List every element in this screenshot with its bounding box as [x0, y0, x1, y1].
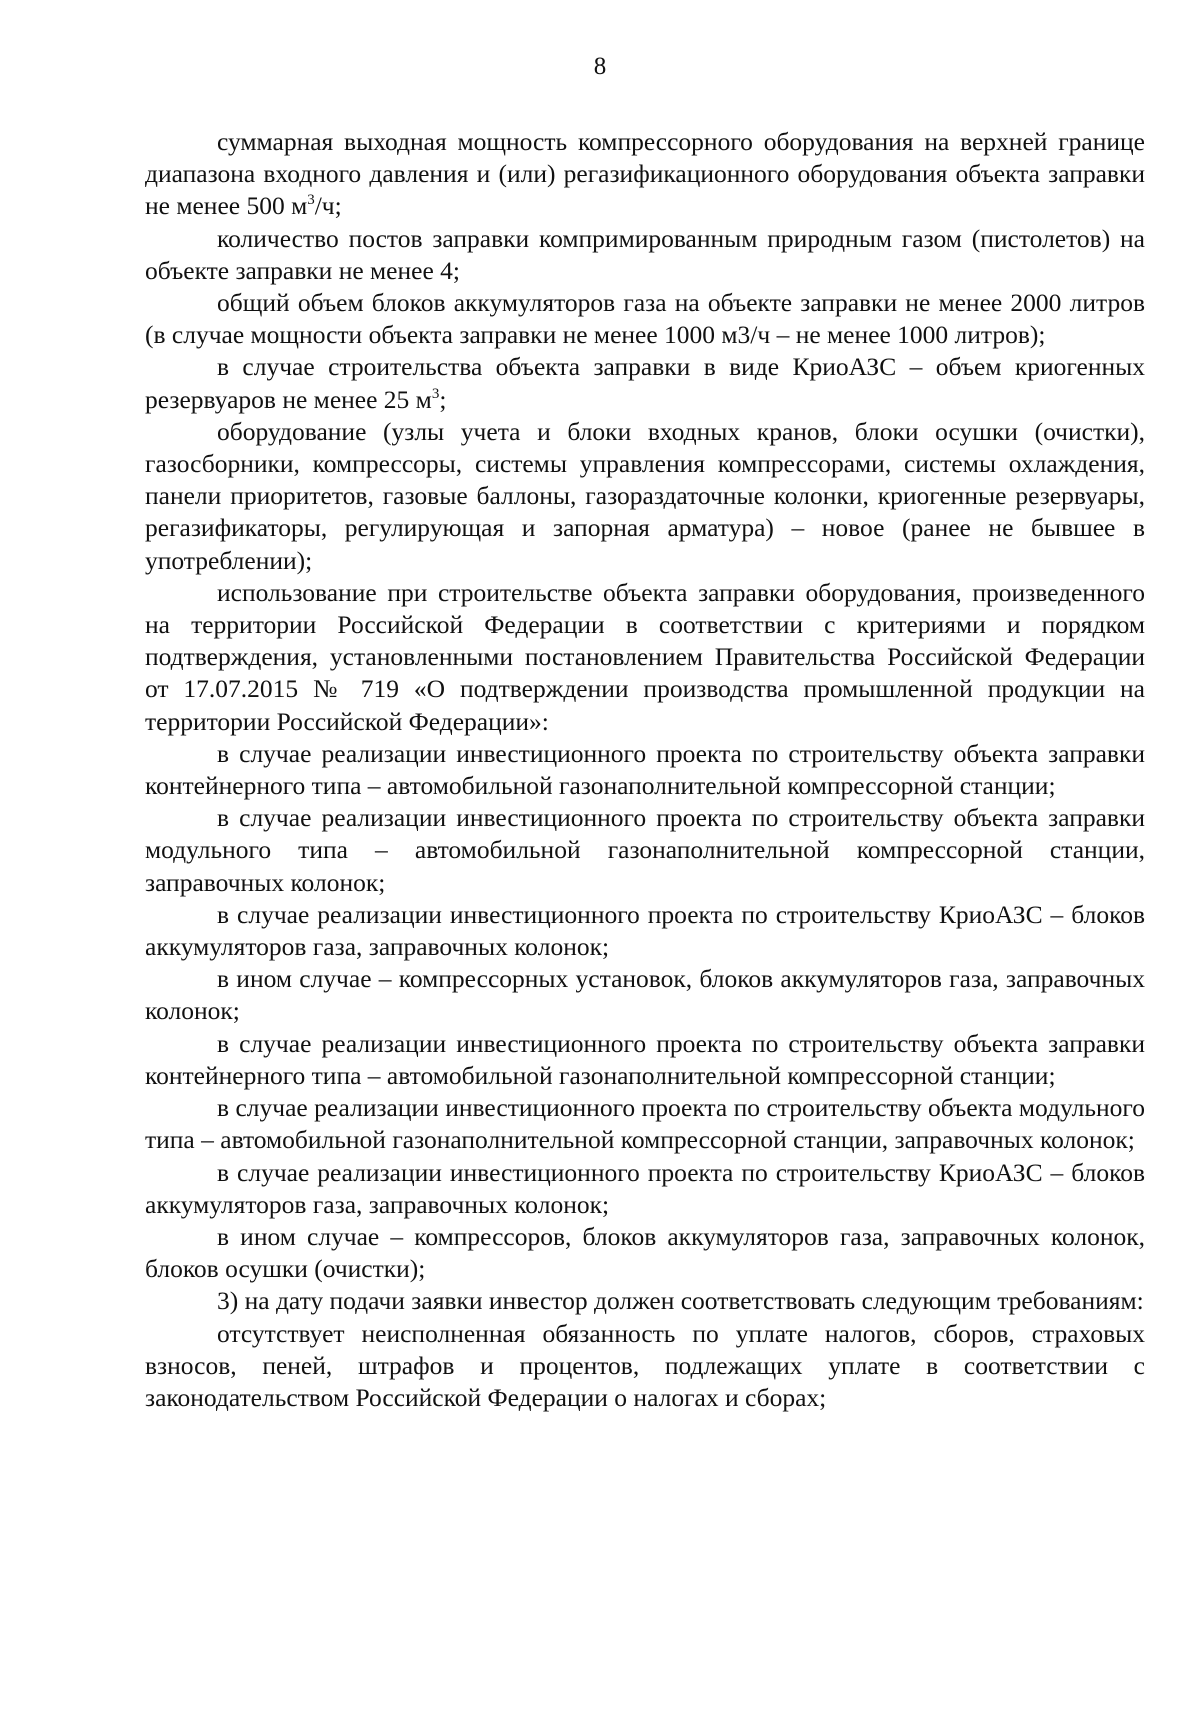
paragraph-compressor-capacity	[145, 126, 1145, 223]
page-number: 8	[593, 53, 607, 80]
paragraph-investor-requirements: 3) на дату подачи заявки инвестор должен соответствовать следующим требованиям:	[217, 1286, 1144, 1316]
paragraph-text-tail: /ч;	[314, 191, 342, 221]
paragraph-cryo-station-1: в случае реализации инвестиционного проекта по строительству КриоАЗС – блоков аккумуляторов газа, заправочных колонок;	[145, 899, 1145, 962]
paragraph-modular-type-1: в случае реализации инвестиционного проекта по строительству объекта заправки модульного типа – автомобильной газонаполнительной компрессорной станции, заправочных колонок;	[145, 803, 1145, 897]
paragraph-container-type-1: в случае реализации инвестиционного проекта по строительству объекта заправки контейнерного типа – автомобильной газонаполнительной компрессорной станции;	[145, 738, 1145, 801]
paragraph-text: в случае строительства объекта заправки в виде КриоАЗС – объем криогенных резервуаров не менее 25 м	[145, 352, 1145, 414]
paragraph-container-type-2: в случае реализации инвестиционного проекта по строительству объекта заправки контейнерного типа – автомобильной газонаполнительной компрессорной станции;	[145, 1028, 1145, 1090]
paragraph-domestic-equipment: использование при строительстве объекта заправки оборудования, произведенного на территории Российской Федерации в соответствии с критериями и порядком подтверждения, установленными постановлением Правительства Российской Федерации от 17.07.2015 № 719 «О подтверждении производства промышленной продукции на территории Российской Федерации»:	[145, 577, 1145, 736]
paragraph-accumulator-volume: общий объем блоков аккумуляторов газа на объекте заправки не менее 2000 литров (в случае мощности объекта заправки не менее 1000 м3/ч – не менее 1000 литров);	[145, 288, 1145, 350]
paragraph-other-case-2: в ином случае – компрессоров, блоков аккумуляторов газа, заправочных колонок, блоков осушки (очистки);	[145, 1221, 1145, 1284]
paragraph-text: суммарная выходная мощность компрессорного оборудования на верхней границе диапазона входного давления и (или) регазификационного оборудования объекта заправки не менее 500 м	[145, 127, 1145, 221]
paragraph-modular-type-2: в случае реализации инвестиционного проекта по строительству объекта модульного типа – автомобильной газонаполнительной компрессорной станции, заправочных колонок;	[145, 1093, 1145, 1155]
paragraph-filling-posts: количество постов заправки компримированным природным газом (пистолетов) на объекте заправки не менее 4;	[145, 223, 1145, 285]
paragraph-cryo-reservoirs	[145, 351, 1145, 415]
superscript-cube: 3	[431, 385, 440, 402]
paragraph-text-tail: ;	[439, 384, 447, 414]
superscript-cube: 3	[307, 192, 315, 209]
paragraph-no-tax-debt: отсутствует неисполненная обязанность по уплате налогов, сборов, страховых взносов, пеней, штрафов и процентов, подлежащих уплате в соответствии с законодательством Российской Федерации о налогах и сборах;	[145, 1318, 1145, 1412]
paragraph-new-equipment: оборудование (узлы учета и блоки входных кранов, блоки осушки (очистки), газосборники, компрессоры, системы управления компрессорами, системы охлаждения, панели приоритетов, газовые баллоны, газораздаточные колонки, криогенные резервуары, регазификаторы, регулирующая и запорная арматура) – новое (ранее не бывшее в употреблении);	[145, 416, 1145, 575]
paragraph-other-case-1: в ином случае – компрессорных установок, блоков аккумуляторов газа, заправочных колонок;	[145, 964, 1145, 1026]
document-body	[145, 126, 1145, 1414]
paragraph-cryo-station-2: в случае реализации инвестиционного проекта по строительству КриоАЗС – блоков аккумуляторов газа, заправочных колонок;	[145, 1157, 1145, 1219]
